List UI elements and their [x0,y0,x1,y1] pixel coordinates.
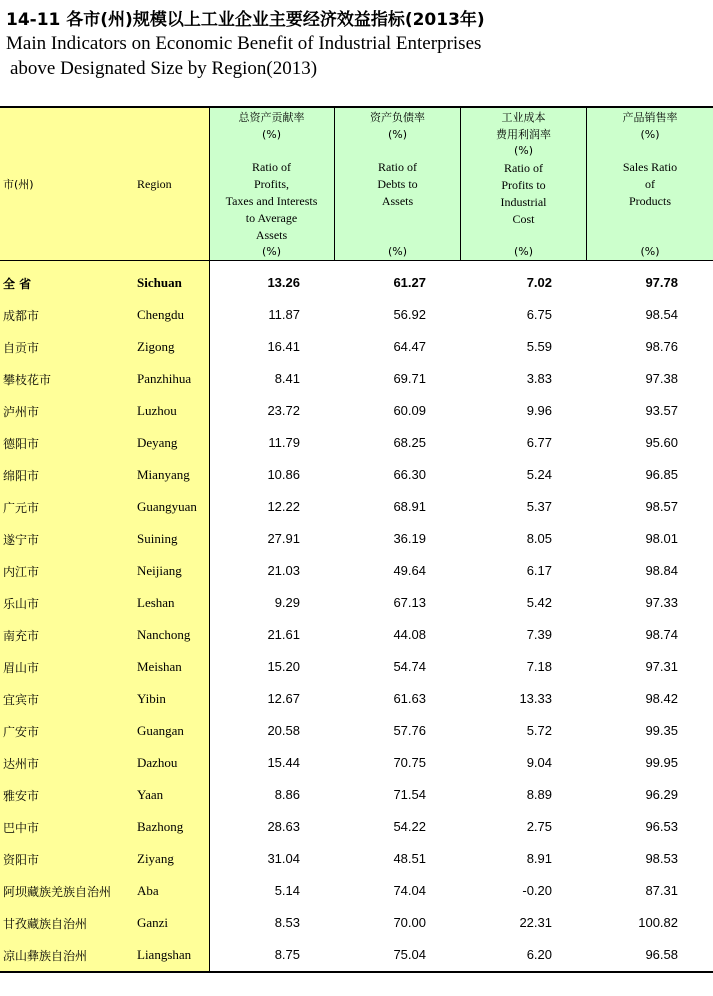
header-col3-cn2: 费用利润率 [496,127,551,141]
header-col1-unit-top: (%) [261,127,282,141]
value-asset-contribution: 12.22 [267,499,300,514]
table-row [0,618,713,650]
table-row [0,778,713,810]
region-name-en: Ganzi [137,915,169,930]
region-name-en: Leshan [137,595,175,610]
header-col3-en-4: Cost [512,211,535,226]
value-asset-contribution: 8.41 [274,371,300,386]
table-row [0,490,713,522]
header-col1-unit-bottom: (%) [261,244,282,258]
value-sales-ratio: 98.53 [645,851,678,866]
value-cost-profit: 3.83 [526,371,552,386]
table-row [0,298,713,330]
region-name-cn: 内江市 [3,565,40,579]
value-asset-contribution: 15.44 [267,755,300,770]
value-asset-contribution: 11.79 [268,435,300,450]
header-col4-en-3: Products [629,194,671,208]
value-asset-contribution: 16.41 [267,339,300,354]
value-asset-contribution: 10.86 [267,467,300,482]
region-name-cn: 广安市 [3,725,40,739]
value-debt-ratio: 54.74 [393,659,426,674]
header-col1-en-1: Ratio of [252,160,291,174]
table-row [0,458,713,490]
value-cost-profit: 5.37 [526,499,552,514]
table-row [0,906,713,938]
value-cost-profit: -0.20 [522,883,552,898]
table-row [0,874,713,906]
region-name-cn: 凉山彝族自治州 [3,949,88,963]
table-row [0,522,713,554]
page-title-en-line2: above Designated Size by Region(2013) [10,58,318,79]
value-cost-profit: 6.75 [526,307,552,322]
region-name-cn: 德阳市 [3,437,40,451]
value-debt-ratio: 70.00 [393,915,426,930]
value-cost-profit: 5.42 [526,595,552,610]
region-name-en: Guangan [137,723,184,738]
table-row [0,330,713,362]
header-col4-en-1: Sales Ratio [622,160,678,174]
header-col1-en-5: Assets [255,228,288,242]
value-cost-profit: 5.24 [526,467,552,482]
table-row [0,810,713,842]
region-name-en: Neijiang [137,563,182,578]
table-row [0,938,713,970]
header-col1-en-3: Taxes and Interests [225,194,318,208]
value-cost-profit: 7.39 [526,627,552,642]
region-name-cn: 广元市 [3,501,40,515]
value-debt-ratio: 70.75 [393,755,426,770]
table-row [0,650,713,682]
region-name-en: Yibin [137,691,166,706]
region-name-cn: 资阳市 [3,853,40,867]
region-name-cn: 成都市 [3,309,40,323]
header-region-cn: 市(州) [3,178,34,191]
value-debt-ratio: 71.54 [393,787,426,802]
value-asset-contribution: 28.63 [267,819,300,834]
header-col4-cn: 产品销售率 [622,111,678,124]
header-col-cost-profit [461,110,586,258]
value-cost-profit: 8.05 [526,531,552,546]
value-debt-ratio: 75.04 [393,947,426,962]
table-row [0,394,713,426]
header-col-sales-ratio [587,110,713,258]
value-debt-ratio: 61.63 [393,691,426,706]
header-col1-en-2: Profits, [253,177,289,191]
table-top-rule [0,106,713,108]
region-name-cn: 泸州市 [3,405,40,419]
value-sales-ratio: 98.42 [645,691,678,706]
region-name-en: Meishan [137,659,182,674]
value-asset-contribution: 23.72 [267,403,300,418]
header-col2-en-3: Assets [381,194,414,208]
value-asset-contribution: 21.61 [267,627,300,642]
value-sales-ratio: 97.78 [645,275,678,290]
value-asset-contribution: 9.29 [274,595,300,610]
region-name-cn: 巴中市 [3,821,40,835]
value-debt-ratio: 66.30 [393,467,426,482]
region-name-en: Liangshan [137,947,192,962]
value-sales-ratio: 100.82 [638,915,678,930]
value-cost-profit: 13.33 [519,691,552,706]
value-debt-ratio: 64.47 [393,339,426,354]
header-col4-unit-bottom: (%) [640,244,660,258]
value-debt-ratio: 67.13 [393,595,426,610]
page-title-en-line1: Main Indicators on Economic Benefit of Industrial Enterprises [6,33,482,54]
value-asset-contribution: 11.87 [268,307,300,322]
region-name-cn: 全 省 [3,277,32,291]
region-name-cn: 雅安市 [3,789,40,803]
value-cost-profit: 5.72 [526,723,552,738]
value-sales-ratio: 96.29 [645,787,678,802]
value-asset-contribution: 12.67 [267,691,300,706]
value-cost-profit: 9.96 [526,403,552,418]
value-debt-ratio: 69.71 [393,371,426,386]
value-sales-ratio: 98.84 [645,563,678,578]
value-sales-ratio: 96.85 [645,467,678,482]
region-name-cn: 宜宾市 [3,693,40,707]
value-debt-ratio: 68.91 [393,499,426,514]
region-name-en: Aba [137,883,159,898]
value-sales-ratio: 97.31 [645,659,678,674]
region-name-en: Ziyang [137,851,174,866]
header-col1-en-4: to Average [245,211,298,225]
value-debt-ratio: 56.92 [393,307,426,322]
region-name-cn: 南充市 [3,629,40,643]
region-name-cn: 攀枝花市 [3,373,52,387]
header-bottom-rule [0,260,713,261]
value-sales-ratio: 99.35 [645,723,678,738]
region-name-en: Zigong [137,339,175,354]
table-row [0,554,713,586]
region-name-cn: 遂宁市 [3,533,40,547]
region-name-cn: 阿坝藏族羌族自治州 [3,885,112,899]
table-row [0,842,713,874]
value-sales-ratio: 98.57 [645,499,678,514]
region-name-cn: 达州市 [3,757,40,771]
header-col3-cn: 工业成本 [501,111,546,124]
region-name-cn: 自贡市 [3,341,40,355]
table-row [0,682,713,714]
region-name-en: Yaan [137,787,164,802]
value-cost-profit: 7.18 [526,659,552,674]
value-debt-ratio: 44.08 [393,627,426,642]
value-cost-profit: 7.02 [526,275,552,290]
value-sales-ratio: 95.60 [645,435,678,450]
value-cost-profit: 8.89 [526,787,552,802]
value-cost-profit: 5.59 [526,339,552,354]
value-sales-ratio: 99.95 [645,755,678,770]
value-debt-ratio: 48.51 [393,851,426,866]
header-col3-unit-top: (%) [513,144,534,157]
header-col3-en-3: Industrial [500,194,547,209]
value-sales-ratio: 96.53 [645,819,678,834]
value-asset-contribution: 21.03 [267,563,300,578]
header-col3-unit-bottom: (%) [513,244,534,258]
value-cost-profit: 2.75 [526,819,552,834]
header-col4-en-2: of [645,177,655,191]
table-body [0,266,713,970]
value-asset-contribution: 27.91 [267,531,300,546]
value-asset-contribution: 13.26 [267,275,300,290]
header-col3-en-2: Profits to [501,177,546,192]
value-asset-contribution: 5.14 [274,883,300,898]
value-asset-contribution: 20.58 [267,723,300,738]
value-asset-contribution: 8.75 [274,947,300,962]
region-name-en: Sichuan [137,275,182,290]
region-name-cn: 眉山市 [3,661,40,675]
region-name-cn: 甘孜藏族自治州 [3,917,88,931]
value-cost-profit: 6.20 [526,947,552,962]
value-cost-profit: 8.91 [526,851,552,866]
header-col-debt-ratio [335,110,460,258]
region-name-en: Luzhou [137,403,177,418]
value-debt-ratio: 49.64 [393,563,426,578]
table-row [0,746,713,778]
value-sales-ratio: 98.54 [645,307,678,322]
value-asset-contribution: 31.04 [267,851,300,866]
header-col2-unit-bottom: (%) [387,244,408,258]
header-col2-cn: 资产负债率 [370,111,425,124]
header-region-en: Region [137,177,172,191]
value-sales-ratio: 97.38 [645,371,678,386]
region-name-en: Nanchong [137,627,191,642]
region-name-en: Chengdu [137,307,184,322]
table-bottom-rule [0,971,713,973]
region-name-en: Dazhou [137,755,178,770]
region-name-en: Suining [137,531,178,546]
table-row [0,266,713,298]
table-row [0,714,713,746]
header-col3-en-1: Ratio of [504,160,543,175]
region-name-cn: 绵阳市 [3,469,40,483]
header-col1-cn: 总资产贡献率 [238,111,305,124]
value-debt-ratio: 74.04 [393,883,426,898]
value-sales-ratio: 93.57 [645,403,678,418]
value-debt-ratio: 54.22 [393,819,426,834]
region-name-en: Bazhong [137,819,184,834]
header-col2-en-1: Ratio of [378,160,417,174]
value-debt-ratio: 68.25 [393,435,426,450]
value-cost-profit: 22.31 [519,915,552,930]
value-sales-ratio: 98.76 [645,339,678,354]
region-name-en: Deyang [137,435,178,450]
page-title-cn: 14-11 各市(州)规模以上工业企业主要经济效益指标(2013年) [6,10,485,30]
value-debt-ratio: 57.76 [393,723,426,738]
value-cost-profit: 6.77 [526,435,552,450]
value-sales-ratio: 97.33 [645,595,678,610]
value-debt-ratio: 60.09 [393,403,426,418]
region-name-cn: 乐山市 [3,597,40,611]
region-name-en: Mianyang [137,467,190,482]
value-asset-contribution: 15.20 [267,659,300,674]
value-asset-contribution: 8.53 [274,915,300,930]
header-col4-unit-top: (%) [640,127,660,141]
value-asset-contribution: 8.86 [274,787,300,802]
value-sales-ratio: 96.58 [645,947,678,962]
value-sales-ratio: 98.74 [645,627,678,642]
table-row [0,586,713,618]
value-debt-ratio: 61.27 [393,275,426,290]
region-name-en: Panzhihua [137,371,192,386]
header-col-asset-contribution [209,110,334,258]
value-cost-profit: 6.17 [526,563,552,578]
value-cost-profit: 9.04 [526,755,552,770]
value-sales-ratio: 87.31 [645,883,678,898]
table-row [0,362,713,394]
table-row [0,426,713,458]
region-name-en: Guangyuan [137,499,197,514]
header-col2-unit-top: (%) [387,127,408,141]
header-col2-en-2: Debts to [377,177,418,191]
value-debt-ratio: 36.19 [393,531,426,546]
value-sales-ratio: 98.01 [645,531,678,546]
